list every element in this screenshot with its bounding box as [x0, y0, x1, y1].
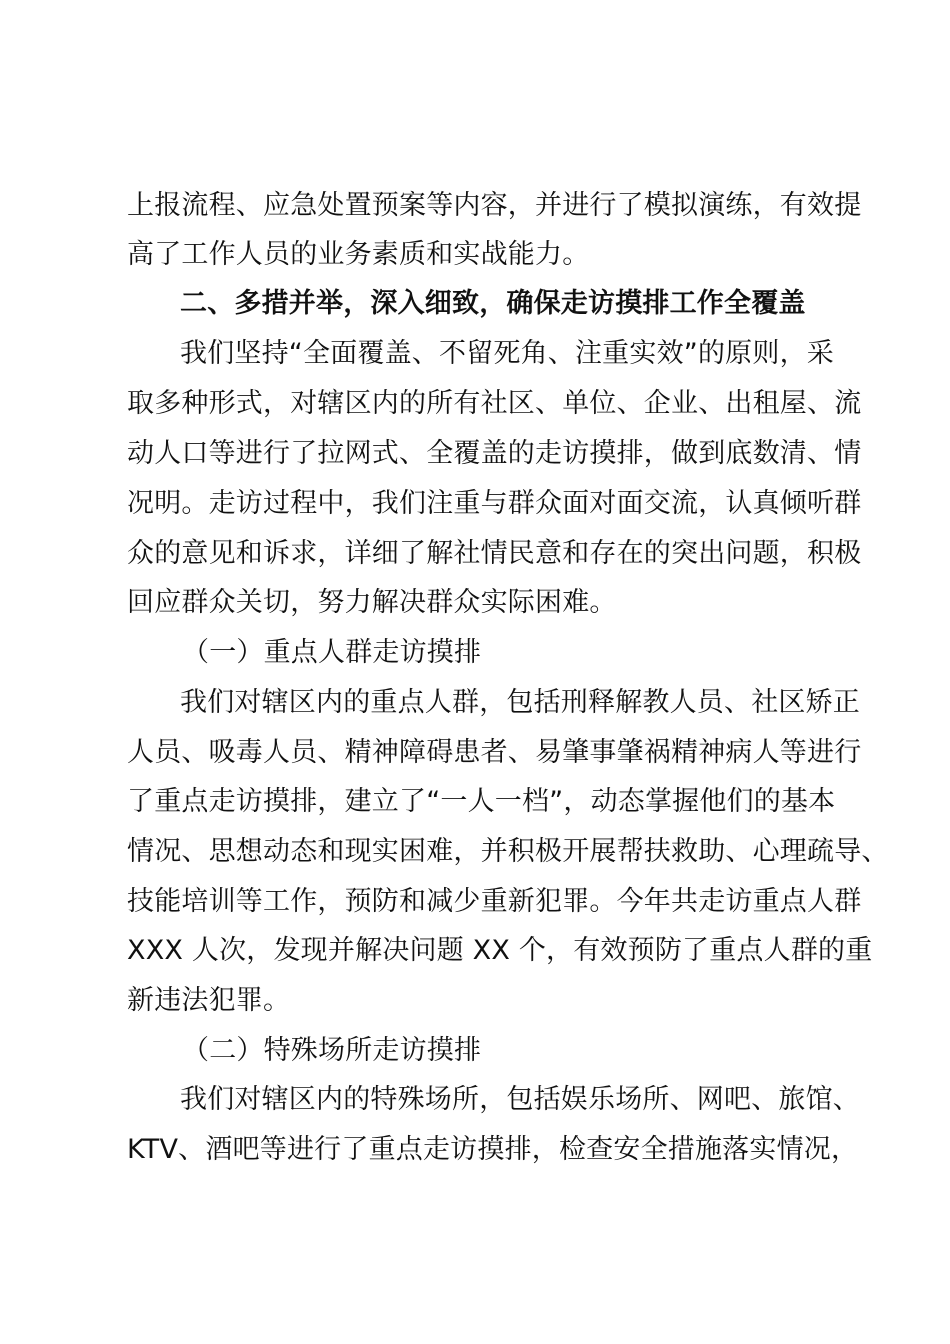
paragraph-line: 回应群众关切，努力解决群众实际困难。: [127, 587, 617, 618]
paragraph-line: 高了工作人员的业务素质和实战能力。: [127, 239, 590, 270]
paragraph-line: 我们坚持“全面覆盖、不留死角、注重实效”的原则，采: [180, 338, 834, 369]
paragraph-line: 人员、吸毒人员、精神障碍患者、易肇事肇祸精神病人等进行: [127, 737, 862, 768]
paragraph-line: 技能培训等工作，预防和减少重新犯罪。今年共走访重点人群: [127, 886, 862, 917]
paragraph-line: 上报流程、应急处置预案等内容，并进行了模拟演练，有效提: [127, 190, 862, 221]
paragraph-line: KTV、酒吧等进行了重点走访摸排，检查安全措施落实情况，: [127, 1134, 859, 1165]
paragraph-line: 我们对辖区内的重点人群，包括刑释解教人员、社区矫正: [180, 687, 860, 718]
paragraph-line: 况明。走访过程中，我们注重与群众面对面交流，认真倾听群: [127, 488, 862, 519]
subsection-heading: （一）重点人群走访摸排: [182, 637, 482, 668]
paragraph-line: XXX 人次，发现并解决问题 XX 个，有效预防了重点人群的重: [127, 935, 873, 966]
subsection-heading: （二）特殊场所走访摸排: [182, 1035, 482, 1066]
paragraph-line: 情况、思想动态和现实困难，并积极开展帮扶救助、心理疏导、: [127, 836, 889, 867]
paragraph-line: 众的意见和诉求，详细了解社情民意和存在的突出问题，积极: [127, 538, 862, 569]
paragraph-line: 我们对辖区内的特殊场所，包括娱乐场所、网吧、旅馆、: [180, 1084, 860, 1115]
paragraph-line: 动人口等进行了拉网式、全覆盖的走访摸排，做到底数清、情: [127, 438, 862, 469]
section-heading: 二、多措并举，深入细致，确保走访摸排工作全覆盖: [180, 288, 806, 319]
paragraph-line: 了重点走访摸排，建立了“一人一档”，动态掌握他们的基本: [127, 786, 836, 817]
paragraph-line: 取多种形式，对辖区内的所有社区、单位、企业、出租屋、流: [127, 388, 862, 419]
paragraph-line: 新违法犯罪。: [127, 985, 291, 1016]
